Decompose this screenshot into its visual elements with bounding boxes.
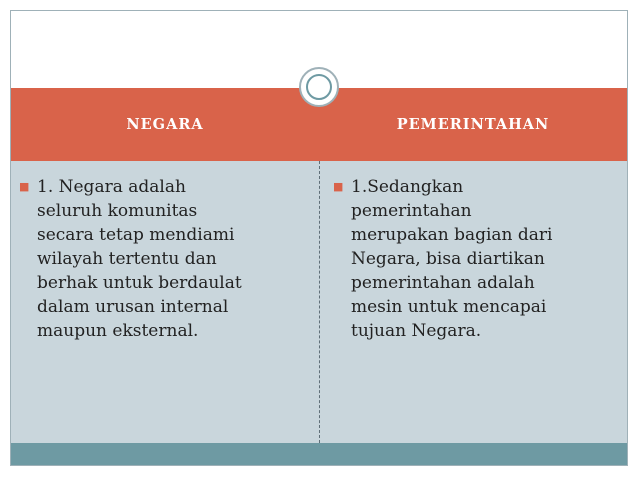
square-bullet-icon: ■ [333,180,344,193]
list-item [19,175,309,343]
table-body [11,161,627,443]
header-negara: NEGARA [126,116,204,133]
square-bullet-icon: ■ [19,180,30,193]
column-divider [319,161,320,443]
list-item [333,175,621,343]
circle-inner-ring [306,74,332,100]
negara-definition: 1. Negara adalah seluruh komunitas secara tetap mendiami wilayah tertentu dan berhak untuk berdaulat dalam urusan internal maupun eksternal. [37,177,242,341]
column-negara [19,175,309,343]
column-pemerintahan [333,175,621,343]
header-pemerintahan: PEMERINTAHAN [396,116,550,133]
circle-emblem-icon [299,67,339,107]
pemerintahan-definition: 1.Sedangkan pemerintahan merupakan bagian dari Negara, bisa diartikan pemerintahan adalah mesin untuk mencapai tujuan Negara. [351,177,553,341]
table-footer [11,443,627,465]
